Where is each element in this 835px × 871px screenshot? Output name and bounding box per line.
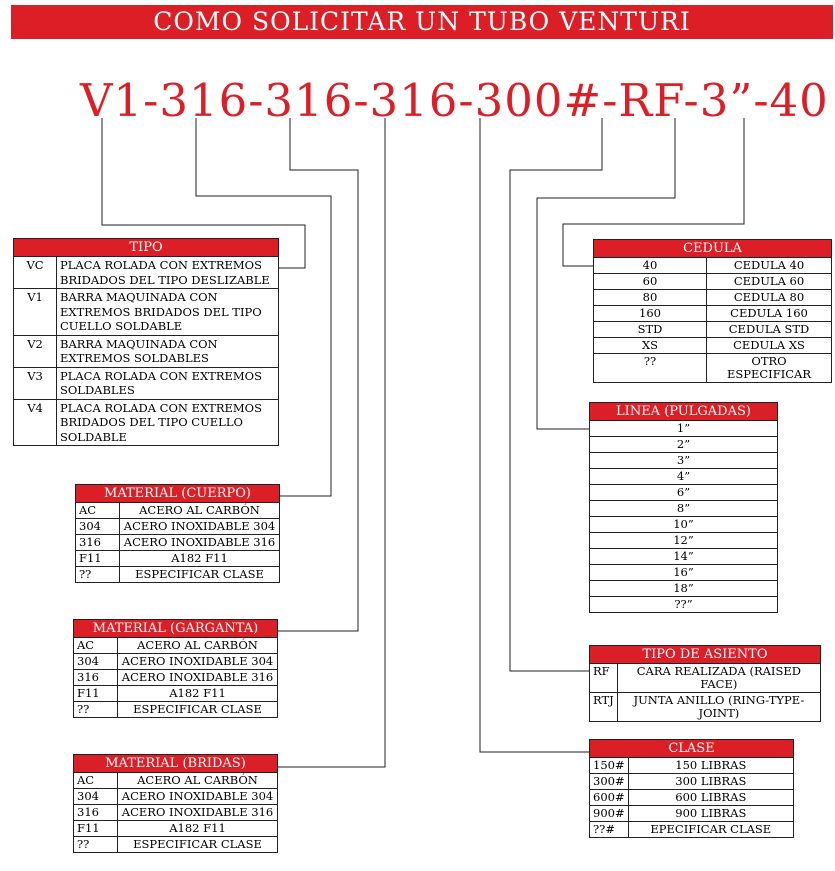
table-row: RTJ JUNTA ANILLO (RING-TYPE-JOINT): [590, 693, 821, 722]
table-row: V4 PLACA ROLADA CON EXTREMOS BRIDADOS DEL TIPO CUELLO SOLDABLE: [14, 399, 279, 446]
asiento-header: TIPO DE ASIENTO: [590, 646, 821, 664]
table-row: 14”: [590, 549, 778, 565]
table-row: 900# 900 LIBRAS: [590, 806, 794, 822]
table-row: 150# 150 LIBRAS: [590, 758, 794, 774]
cedula-header: CEDULA: [594, 240, 832, 258]
asiento-table: [589, 645, 821, 722]
table-row: 304 ACERO INOXIDABLE 304: [74, 789, 278, 805]
clase-table: [589, 739, 794, 838]
table-row: XS CEDULA XS: [594, 338, 832, 354]
linea-table: [589, 402, 778, 613]
table-row: ??”: [590, 597, 778, 613]
table-row: 18”: [590, 581, 778, 597]
page-title: COMO SOLICITAR UN TUBO VENTURI: [153, 7, 691, 36]
table-row: 60 CEDULA 60: [594, 274, 832, 290]
table-row: 8”: [590, 501, 778, 517]
connector-material-garganta: [278, 118, 358, 631]
model-code: V1-316-316-316-300#-RF-3”-40: [80, 74, 829, 127]
table-row: V1 BARRA MAQUINADA CON EXTREMOS BRIDADOS DEL TIPO CUELLO SOLDABLE: [14, 289, 279, 336]
table-row: AC ACERO AL CARBÓN: [74, 773, 278, 789]
table-row: 300# 300 LIBRAS: [590, 774, 794, 790]
table-row: 16”: [590, 565, 778, 581]
table-row: AC ACERO AL CARBÓN: [74, 638, 278, 654]
table-row: 316 ACERO INOXIDABLE 316: [76, 535, 280, 551]
table-row: STD CEDULA STD: [594, 322, 832, 338]
table-row: ?? ESPECIFICAR CLASE: [76, 567, 280, 583]
linea-header: LINEA (PULGADAS): [590, 403, 778, 421]
cedula-table: [593, 239, 832, 383]
connector-clase: [480, 118, 590, 752]
material-cuerpo-header: MATERIAL (CUERPO): [76, 485, 280, 503]
material-garganta-table: [73, 619, 278, 718]
material-garganta-header: MATERIAL (GARGANTA): [74, 620, 278, 638]
material-bridas-header: MATERIAL (BRIDAS): [74, 755, 278, 773]
material-bridas-table: [73, 754, 278, 853]
table-row: 4”: [590, 469, 778, 485]
table-row: F11 A182 F11: [74, 686, 278, 702]
table-row: 2”: [590, 437, 778, 453]
tipo-table: [13, 238, 279, 446]
table-row: 12”: [590, 533, 778, 549]
table-row: 316 ACERO INOXIDABLE 316: [74, 670, 278, 686]
table-row: AC ACERO AL CARBÓN: [76, 503, 280, 519]
table-row: F11 A182 F11: [74, 821, 278, 837]
table-row: 1”: [590, 421, 778, 437]
table-row: 160 CEDULA 160: [594, 306, 832, 322]
table-row: VC PLACA ROLADA CON EXTREMOS BRIDADOS DEL TIPO DESLIZABLE: [14, 257, 279, 289]
table-row: F11 A182 F11: [76, 551, 280, 567]
table-row: ?? ESPECIFICAR CLASE: [74, 837, 278, 853]
table-row: 6”: [590, 485, 778, 501]
table-row: 80 CEDULA 80: [594, 290, 832, 306]
table-row: V2 BARRA MAQUINADA CON EXTREMOS SOLDABLES: [14, 335, 279, 367]
clase-header: CLASE: [590, 740, 794, 758]
table-row: 304 ACERO INOXIDABLE 304: [76, 519, 280, 535]
material-cuerpo-table: [75, 484, 280, 583]
table-row: 10”: [590, 517, 778, 533]
table-row: ?? OTRO ESPECIFICAR: [594, 354, 832, 383]
table-row: 40 CEDULA 40: [594, 258, 832, 274]
table-row: 600# 600 LIBRAS: [590, 790, 794, 806]
table-row: RF CARA REALIZADA (RAISED FACE): [590, 664, 821, 693]
table-row: ??# EPECIFICAR CLASE: [590, 822, 794, 838]
table-row: 3”: [590, 453, 778, 469]
table-row: V3 PLACA ROLADA CON EXTREMOS SOLDABLES: [14, 367, 279, 399]
table-row: 304 ACERO INOXIDABLE 304: [74, 654, 278, 670]
tipo-header: TIPO: [14, 239, 279, 257]
table-row: 316 ACERO INOXIDABLE 316: [74, 805, 278, 821]
table-row: ?? ESPECIFICAR CLASE: [74, 702, 278, 718]
